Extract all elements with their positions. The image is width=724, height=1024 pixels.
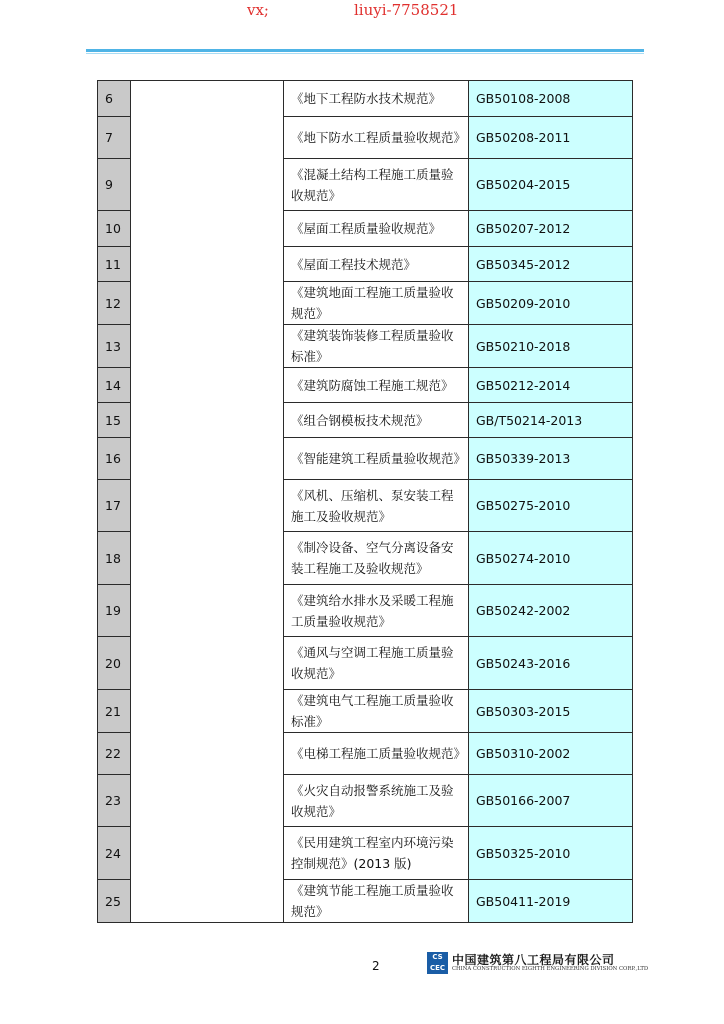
standard-code-cell: GB50207-2012 xyxy=(469,211,633,247)
standard-name-cell: 《火灾自动报警系统施工及验收规范》 xyxy=(284,775,469,827)
category-cell xyxy=(131,81,284,923)
standard-name-cell: 《屋面工程技术规范》 xyxy=(284,247,469,282)
standard-code-cell: GB50204-2015 xyxy=(469,159,633,211)
standard-name-cell: 《智能建筑工程质量验收规范》 xyxy=(284,438,469,480)
standards-table xyxy=(97,80,633,923)
watermark-left-text: vx; xyxy=(247,1,269,19)
row-number-cell: 21 xyxy=(98,690,131,733)
standard-name-cell: 《建筑装饰装修工程质量验收标准》 xyxy=(284,325,469,368)
standard-name-cell: 《建筑给水排水及采暖工程施工质量验收规范》 xyxy=(284,585,469,637)
standard-code-cell: GB50108-2008 xyxy=(469,81,633,117)
standard-code-cell: GB50210-2018 xyxy=(469,325,633,368)
row-number-cell: 25 xyxy=(98,880,131,923)
row-number-cell: 24 xyxy=(98,827,131,880)
row-number-cell: 16 xyxy=(98,438,131,480)
row-number-cell: 22 xyxy=(98,733,131,775)
standard-name-cell: 《地下工程防水技术规范》 xyxy=(284,81,469,117)
standard-name-cell: 《建筑防腐蚀工程施工规范》 xyxy=(284,368,469,403)
standard-name-cell: 《通风与空调工程施工质量验收规范》 xyxy=(284,637,469,690)
standard-name-cell: 《电梯工程施工质量验收规范》 xyxy=(284,733,469,775)
standard-name-cell: 《风机、压缩机、泵安装工程施工及验收规范》 xyxy=(284,480,469,532)
row-number-cell: 9 xyxy=(98,159,131,211)
standard-name-cell: 《建筑节能工程施工质量验收规范》 xyxy=(284,880,469,923)
row-number-cell: 12 xyxy=(98,282,131,325)
standard-name-cell: 《地下防水工程质量验收规范》 xyxy=(284,117,469,159)
table-row xyxy=(98,81,633,117)
row-number-cell: 18 xyxy=(98,532,131,585)
standard-name-cell: 《民用建筑工程室内环境污染控制规范》(2013 版) xyxy=(284,827,469,880)
company-logo xyxy=(427,951,649,977)
standard-code-cell: GB50339-2013 xyxy=(469,438,633,480)
standard-code-cell: GB/T50214-2013 xyxy=(469,403,633,438)
row-number-cell: 17 xyxy=(98,480,131,532)
row-number-cell: 10 xyxy=(98,211,131,247)
standard-code-cell: GB50411-2019 xyxy=(469,880,633,923)
row-number-cell: 7 xyxy=(98,117,131,159)
row-number-cell: 15 xyxy=(98,403,131,438)
row-number-cell: 19 xyxy=(98,585,131,637)
row-number-cell: 6 xyxy=(98,81,131,117)
standard-code-cell: GB50274-2010 xyxy=(469,532,633,585)
row-number-cell: 23 xyxy=(98,775,131,827)
row-number-cell: 13 xyxy=(98,325,131,368)
standard-code-cell: GB50345-2012 xyxy=(469,247,633,282)
standard-name-cell: 《建筑地面工程施工质量验收规范》 xyxy=(284,282,469,325)
standard-name-cell: 《建筑电气工程施工质量验收标准》 xyxy=(284,690,469,733)
standard-code-cell: GB50325-2010 xyxy=(469,827,633,880)
standard-code-cell: GB50242-2002 xyxy=(469,585,633,637)
row-number-cell: 20 xyxy=(98,637,131,690)
standard-code-cell: GB50166-2007 xyxy=(469,775,633,827)
standards-table-body xyxy=(98,81,633,923)
standard-name-cell: 《组合钢模板技术规范》 xyxy=(284,403,469,438)
standard-code-cell: GB50209-2010 xyxy=(469,282,633,325)
standard-name-cell: 《混凝土结构工程施工质量验收规范》 xyxy=(284,159,469,211)
row-number-cell: 14 xyxy=(98,368,131,403)
company-name-en: CHINA CONSTRUCTION EIGHTH ENGINEERING DIVISION CORP.,LTD xyxy=(452,966,649,972)
standard-code-cell: GB50208-2011 xyxy=(469,117,633,159)
watermark xyxy=(0,0,724,22)
company-logo-icon: CS CEC xyxy=(427,952,448,974)
standard-code-cell: GB50275-2010 xyxy=(469,480,633,532)
row-number-cell: 11 xyxy=(98,247,131,282)
header-rule xyxy=(86,49,644,52)
header-rule-thin xyxy=(86,53,644,54)
standard-name-cell: 《屋面工程质量验收规范》 xyxy=(284,211,469,247)
watermark-right-text: liuyi-7758521 xyxy=(354,1,459,19)
standard-code-cell: GB50303-2015 xyxy=(469,690,633,733)
standard-name-cell: 《制冷设备、空气分离设备安装工程施工及验收规范》 xyxy=(284,532,469,585)
standard-code-cell: GB50310-2002 xyxy=(469,733,633,775)
company-name-cn: 中国建筑第八工程局有限公司 xyxy=(452,953,615,967)
standard-code-cell: GB50243-2016 xyxy=(469,637,633,690)
standard-code-cell: GB50212-2014 xyxy=(469,368,633,403)
page-number: 2 xyxy=(372,959,380,973)
